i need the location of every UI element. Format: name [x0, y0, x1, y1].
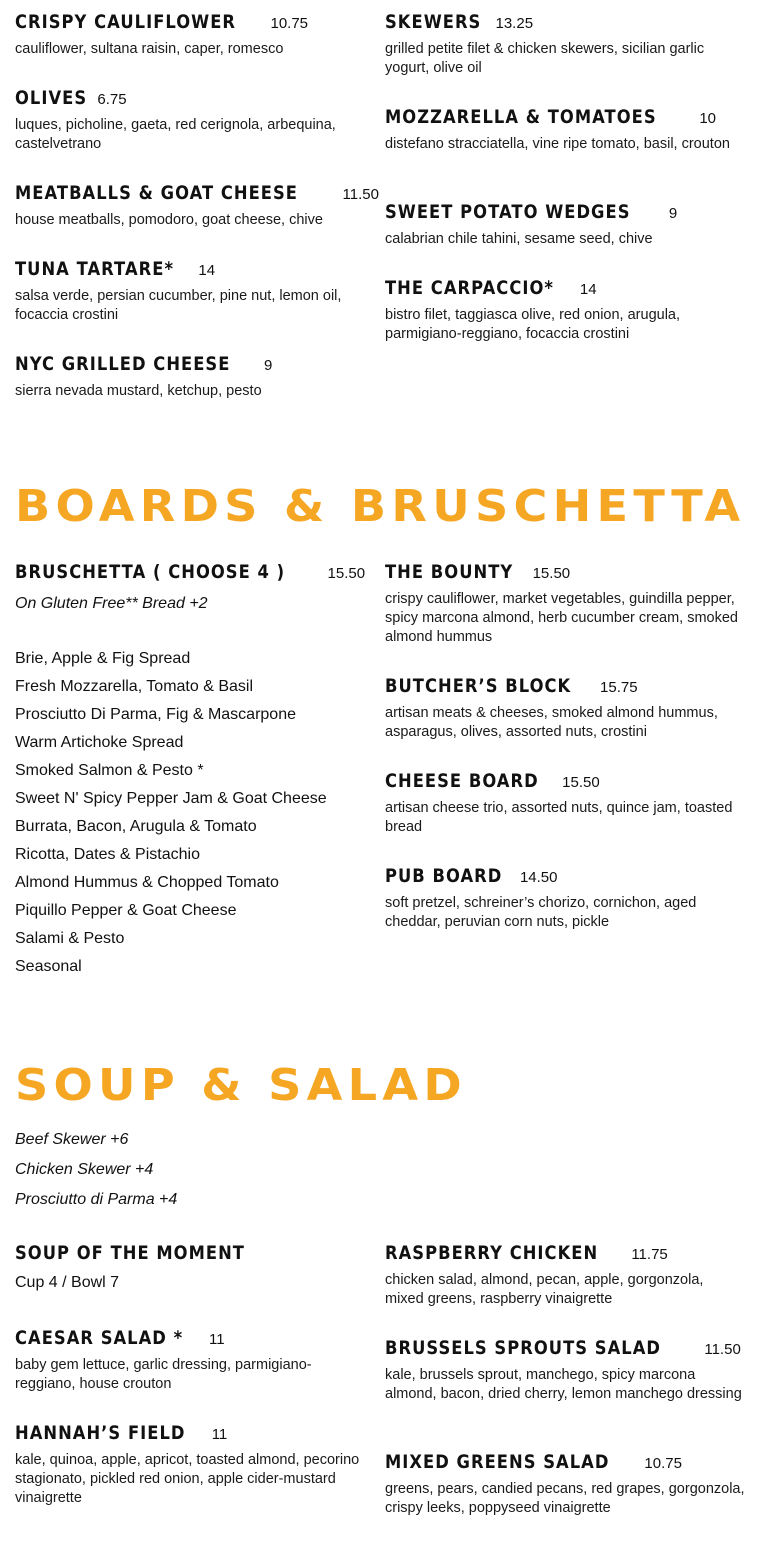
item-name: PUB BOARD	[385, 865, 503, 887]
item-price: 9	[263, 357, 273, 374]
item-price: 14.50	[519, 869, 558, 886]
bruschetta-options	[15, 645, 365, 981]
item-name: SOUP OF THE MOMENT	[15, 1242, 245, 1264]
item-name: BUTCHER’S BLOCK	[385, 675, 572, 697]
menu-item	[15, 351, 365, 401]
menu-item	[385, 863, 745, 932]
item-name: BRUSCHETTA ( CHOOSE 4 )	[15, 561, 286, 583]
menu-item	[15, 85, 365, 154]
section-title-soup-salad: SOUP & SALAD	[15, 1060, 467, 1111]
list-item: Burrata, Bacon, Arugula & Tomato	[15, 818, 257, 835]
item-price: 14	[198, 262, 216, 279]
item-description: chicken salad, almond, pecan, apple, gorgonzola, mixed greens, raspberry vinaigrette	[385, 1272, 704, 1307]
item-description: distefano stracciatella, vine ripe tomato, basil, crouton	[385, 136, 730, 152]
menu-item	[15, 256, 365, 325]
item-price: 11.50	[704, 1341, 741, 1358]
item-name: MOZZARELLA & TOMATOES	[385, 106, 657, 128]
item-name: HANNAH’S FIELD	[15, 1422, 186, 1444]
item-price: 15.50	[562, 774, 600, 791]
item-description: artisan meats & cheeses, smoked almond hummus, asparagus, olives, assorted nuts, crostini	[385, 705, 718, 740]
list-item: Prosciutto Di Parma, Fig & Mascarpone	[15, 706, 296, 723]
list-item: Seasonal	[15, 958, 82, 975]
item-name: MIXED GREENS SALAD	[385, 1451, 610, 1473]
item-price: 14	[579, 281, 597, 298]
item-price: 9	[668, 205, 678, 222]
item-price: 15.50	[327, 565, 366, 582]
menu-item	[15, 1325, 365, 1394]
item-description: grilled petite filet & chicken skewers, sicilian garlic yogurt, olive oil	[385, 41, 705, 76]
item-name: MEATBALLS & GOAT CHEESE	[15, 182, 299, 204]
item-name: CAESAR SALAD *	[15, 1327, 184, 1349]
list-item: Sweet N' Spicy Pepper Jam & Goat Cheese	[15, 790, 327, 807]
item-description: luques, picholine, gaeta, red cerignola, arbequina, castelvetrano	[15, 117, 336, 152]
item-description: greens, pears, candied pecans, red grapes, gorgonzola, crispy leeks, poppyseed vinaigrette	[385, 1481, 745, 1516]
list-item: Fresh Mozzarella, Tomato & Basil	[15, 678, 254, 695]
menu-item	[15, 180, 379, 230]
item-description: bistro filet, taggiasca olive, red onion, arugula, parmigiano-reggiano, focaccia crostini	[385, 307, 681, 342]
item-name: SKEWERS	[385, 11, 482, 33]
menu-item	[385, 275, 745, 344]
item-price: 10.75	[644, 1455, 682, 1472]
item-description: kale, brussels sprout, manchego, spicy marcona almond, bacon, dried cherry, lemon manchego dressing	[385, 1367, 742, 1402]
menu-item	[385, 768, 745, 837]
list-item: Piquillo Pepper & Goat Cheese	[15, 902, 237, 919]
item-description: soft pretzel, schreiner’s chorizo, cornichon, aged cheddar, peruvian corn nuts, pickle	[385, 895, 697, 930]
addon-item: Beef Skewer +6	[15, 1131, 129, 1148]
item-price: 10	[699, 110, 717, 127]
list-item: Warm Artichoke Spread	[15, 734, 184, 751]
item-name: TUNA TARTARE*	[15, 258, 175, 280]
item-description: kale, quinoa, apple, apricot, toasted almond, pecorino	[15, 1452, 360, 1468]
item-name: CRISPY CAULIFLOWER	[15, 11, 237, 33]
addons-list	[15, 1125, 365, 1215]
addon-item: Chicken Skewer +4	[15, 1161, 154, 1178]
item-price: 15.75	[600, 679, 638, 696]
item-name: OLIVES	[15, 87, 88, 109]
item-name: CHEESE BOARD	[385, 770, 539, 792]
item-description: cauliflower, sultana raisin, caper, romesco	[15, 41, 284, 57]
list-item: Ricotta, Dates & Pistachio	[15, 846, 200, 863]
list-item: Salami & Pesto	[15, 930, 125, 947]
item-description: salsa verde, persian cucumber, pine nut, lemon oil, focaccia crostini	[15, 288, 342, 323]
item-name: BRUSSELS SPROUTS SALAD	[385, 1337, 661, 1359]
item-description: sierra nevada mustard, ketchup, pesto	[15, 383, 262, 399]
item-description: calabrian chile tahini, sesame seed, chive	[385, 231, 653, 247]
addon-item: Prosciutto di Parma +4	[15, 1191, 178, 1208]
bruschetta-block	[15, 559, 365, 981]
item-price: 6.75	[97, 91, 127, 108]
gluten-free-note: On Gluten Free** Bread +2	[15, 595, 208, 612]
menu-item	[15, 9, 365, 59]
section-title-boards: BOARDS & BRUSCHETTA	[15, 481, 746, 532]
item-description: artisan cheese trio, assorted nuts, quince jam, toasted bread	[385, 800, 733, 835]
menu-item	[385, 559, 745, 647]
list-item: Smoked Salmon & Pesto *	[15, 762, 204, 779]
item-name: THE CARPACCIO*	[385, 277, 554, 299]
item-name: RASPBERRY CHICKEN	[385, 1242, 599, 1264]
item-name: SWEET POTATO WEDGES	[385, 201, 631, 223]
menu-item	[385, 199, 745, 249]
menu-item	[385, 9, 745, 78]
appetizers-left-column	[15, 9, 365, 59]
item-price: 15.50	[532, 565, 571, 582]
item-description: baby gem lettuce, garlic dressing, parmigiano-reggiano, house crouton	[15, 1357, 312, 1392]
item-price: 13.25	[495, 15, 534, 32]
item-description: crispy cauliflower, market vegetables, guindilla pepper, spicy marcona almond, herb cucumber cream, smoked almond hummus	[385, 591, 738, 645]
item-price: 11	[209, 1331, 225, 1348]
menu-item	[385, 104, 745, 154]
item-price: 11.75	[631, 1246, 668, 1263]
menu-item	[385, 1240, 745, 1309]
menu-item	[385, 1335, 745, 1404]
item-name: NYC GRILLED CHEESE	[15, 353, 231, 375]
item-price: 10.75	[270, 15, 309, 32]
menu-item	[15, 1420, 365, 1508]
item-name: THE BOUNTY	[385, 561, 514, 583]
menu-item	[385, 673, 745, 742]
list-item: Almond Hummus & Chopped Tomato	[15, 874, 279, 891]
item-description: house meatballs, pomodoro, goat cheese, chive	[15, 212, 323, 228]
item-price: 11	[211, 1426, 228, 1443]
item-description-continued: stagionato, pickled red onion, apple cider-mustard vinaigrette	[15, 1471, 336, 1506]
menu-item	[385, 1449, 745, 1518]
menu-item	[15, 1240, 365, 1297]
item-detail: Cup 4 / Bowl 7	[15, 1274, 120, 1291]
list-item: Brie, Apple & Fig Spread	[15, 650, 191, 667]
item-price: 11.50	[342, 186, 379, 203]
